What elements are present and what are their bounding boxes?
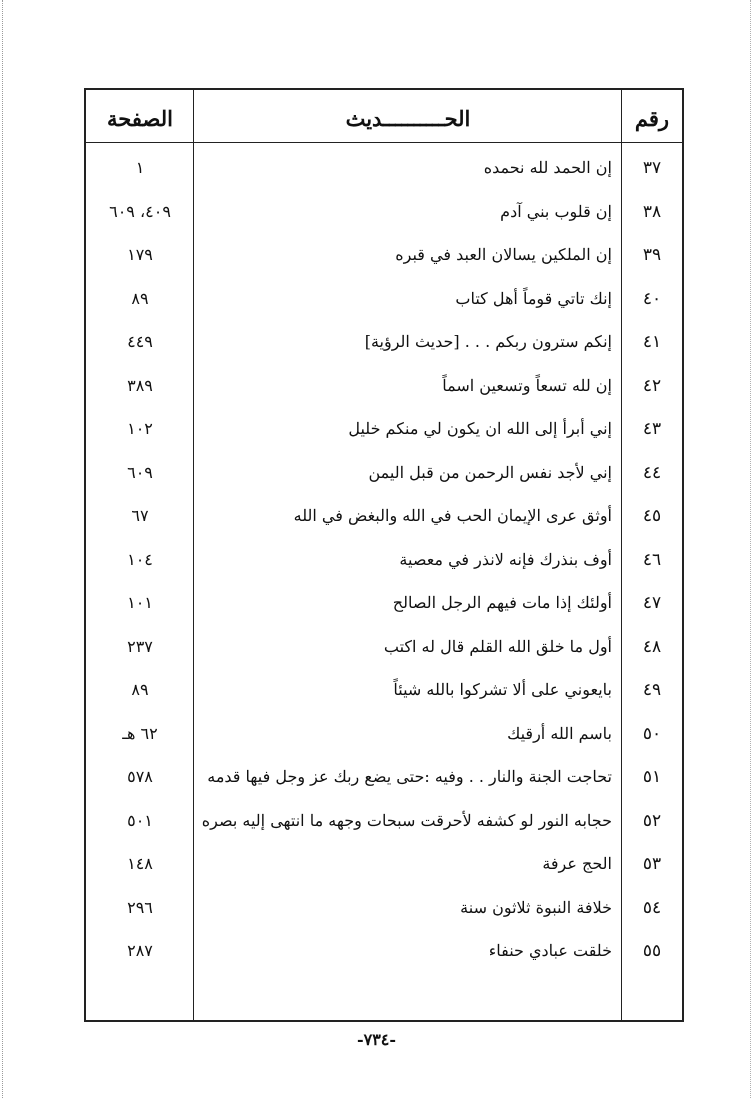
- row-page-reference: ٢٨٧: [127, 941, 153, 960]
- table-row: [86, 317, 682, 361]
- row-page-reference: ٦٢ هـ: [122, 723, 158, 743]
- table-row: [86, 883, 682, 927]
- row-page-reference: ٨٩: [131, 680, 149, 699]
- row-number: ٤٣: [642, 419, 662, 439]
- row-hadith-text: حجابه النور لو كشفه لأحرقت سبحات وجهه ما انتهى إليه بصره: [201, 810, 612, 830]
- row-number: ٥٠: [642, 723, 662, 744]
- table-row: [86, 274, 682, 318]
- header-page: الصفحة: [107, 106, 173, 131]
- row-number: ٣٧: [642, 158, 662, 178]
- table-row: [86, 796, 682, 840]
- row-hadith-text: أوثق عرى الإيمان الحب في الله والبغض في الله: [293, 506, 612, 525]
- table-row: [86, 709, 682, 753]
- table-row: [86, 578, 682, 622]
- table-row: [86, 143, 682, 187]
- table-row: [86, 361, 682, 405]
- row-number: ٥٤: [642, 897, 662, 918]
- table-row: [86, 535, 682, 579]
- table-row: [86, 752, 682, 796]
- row-page-reference: ١٠٢: [127, 419, 153, 438]
- table-body: [86, 143, 682, 970]
- table-row: [86, 404, 682, 448]
- row-number: ٤٦: [642, 549, 662, 570]
- row-hadith-text: خلقت عبادي حنفاء: [488, 941, 612, 960]
- row-page-reference: ٥٧٨: [127, 767, 153, 786]
- row-page-reference: ٦٧: [131, 506, 149, 525]
- row-hadith-text: إن الملكين يسالان العبد في قبره: [395, 245, 612, 264]
- row-hadith-text: أوف بنذرك فإنه لانذر في معصية: [399, 549, 612, 569]
- table-row: [86, 187, 682, 231]
- row-hadith-text: الحج عرفة: [542, 854, 612, 873]
- row-page-reference: ٤٠٩، ٦٠٩: [109, 201, 171, 221]
- row-number: ٤٤: [642, 462, 662, 483]
- row-page-reference: ١٤٨: [127, 854, 153, 873]
- row-hadith-text: إنكم سترون ربكم . . . [حديث الرؤية]: [364, 332, 612, 351]
- row-number: ٤٧: [642, 593, 662, 613]
- row-hadith-text: أول ما خلق الله القلم قال له اكتب: [383, 636, 612, 656]
- row-page-reference: ١٠١: [127, 593, 153, 612]
- page-number: -٧٣٤-: [356, 1030, 397, 1049]
- row-hadith-text: بايعوني على ألا تشركوا بالله شيئاً: [393, 680, 612, 699]
- row-hadith-text: إن لله تسعاً وتسعين اسماً: [442, 375, 612, 395]
- row-number: ٣٩: [642, 245, 662, 265]
- row-number: ٤٥: [642, 506, 662, 526]
- table-row: [86, 839, 682, 883]
- table-header: [86, 90, 682, 142]
- row-number: ٥٢: [642, 810, 662, 831]
- row-hadith-text: أولئك إذا مات فيهم الرجل الصالح: [392, 593, 612, 612]
- row-page-reference: ٢٣٧: [127, 636, 153, 656]
- scan-edge-left: [2, 0, 3, 1098]
- row-page-reference: ٥٠١: [127, 810, 153, 830]
- row-hadith-text: باسم الله أرقيك: [507, 723, 612, 743]
- row-number: ٤٨: [642, 636, 662, 657]
- row-number: ٤٩: [642, 680, 662, 700]
- row-number: ٥٥: [642, 941, 662, 961]
- scan-edge-right: [750, 0, 751, 1098]
- row-number: ٤٢: [642, 375, 662, 396]
- row-hadith-text: تحاجت الجنة والنار . . وفيه :حتى يضع ربك عز وجل فيها قدمه: [207, 767, 612, 786]
- row-page-reference: ١٠٤: [127, 549, 153, 569]
- row-number: ٥٣: [642, 854, 662, 874]
- row-hadith-text: خلافة النبوة ثلاثون سنة: [460, 897, 612, 917]
- row-page-reference: ٦٠٩: [127, 462, 153, 482]
- row-page-reference: ١: [135, 158, 145, 177]
- row-number: ٣٨: [642, 201, 662, 222]
- row-page-reference: ١٧٩: [127, 245, 153, 264]
- row-number: ٥١: [642, 767, 662, 787]
- table-row: [86, 448, 682, 492]
- table-row: [86, 926, 682, 970]
- row-number: ٤١: [642, 332, 662, 352]
- hadith-index-table: [84, 88, 684, 1022]
- table-row: [86, 491, 682, 535]
- header-number: رقم: [634, 106, 670, 131]
- table-row: [86, 665, 682, 709]
- header-hadith: الحــــــــــديث: [345, 106, 471, 131]
- row-hadith-text: إن قلوب بني آدم: [500, 201, 612, 221]
- row-hadith-text: إني أبرأ إلى الله ان يكون لي منكم خليل: [348, 419, 612, 438]
- row-page-reference: ٤٤٩: [127, 332, 153, 351]
- row-page-reference: ٢٩٦: [127, 897, 153, 917]
- row-number: ٤٠: [642, 288, 662, 309]
- row-hadith-text: إنك تاتي قوماً أهل كتاب: [455, 288, 612, 308]
- row-page-reference: ٨٩: [131, 288, 149, 308]
- table-row: [86, 622, 682, 666]
- row-hadith-text: إني لأجد نفس الرحمن من قبل اليمن: [368, 462, 612, 482]
- row-page-reference: ٣٨٩: [127, 375, 153, 395]
- row-hadith-text: إن الحمد لله نحمده: [483, 158, 612, 177]
- table-row: [86, 230, 682, 274]
